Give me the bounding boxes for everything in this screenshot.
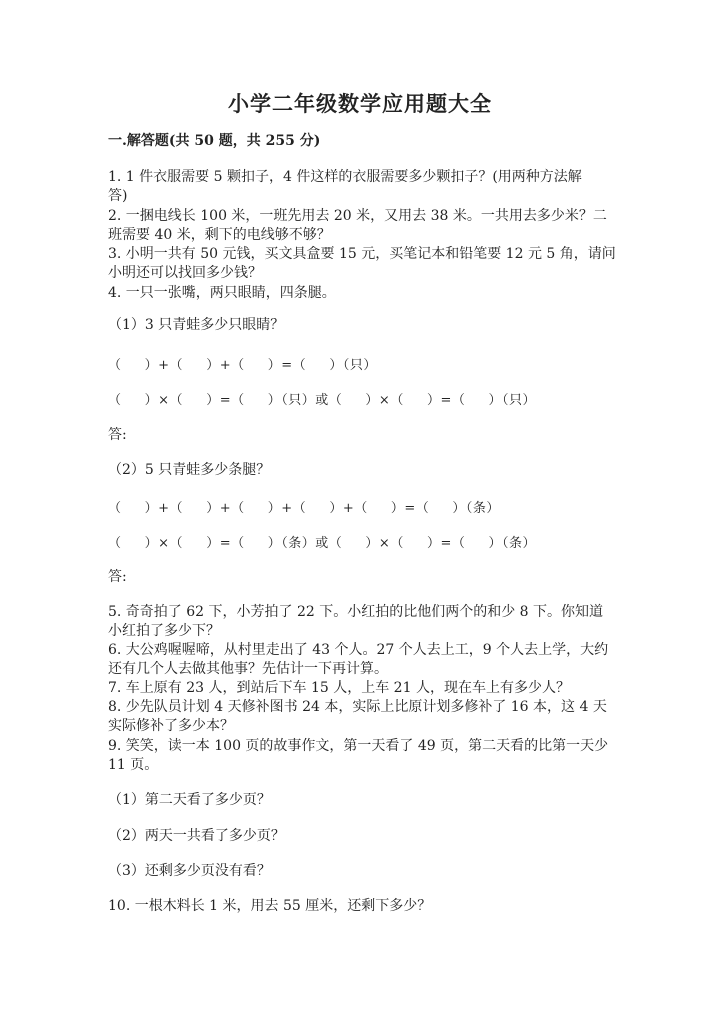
question-8-line-1: 8. 少先队员计划 4 天修补图书 24 本，实际上比原计划多修补了 16 本，这 4 天	[108, 699, 607, 715]
question-4-answer-1: 答:	[108, 427, 127, 443]
question-9-sub-2: （2）两天一共看了多少页？	[108, 828, 285, 844]
question-9-line-2: 11 页。	[108, 757, 159, 773]
question-4-sub-1-addition-blanks: （ ）+（ ）+（ ）=（ ）（只）	[108, 358, 377, 373]
question-4-sub-2-multiplication-blanks: （ ）×（ ）=（ ）（条）或（ ）×（ ）=（ ）（条）	[108, 536, 537, 551]
question-8-line-2: 实际修补了多少本？	[108, 718, 234, 734]
question-5-line-2: 小红拍了多少下？	[108, 623, 220, 639]
question-1-line-2: 答)	[108, 188, 128, 204]
question-4-sub-1-multiplication-blanks: （ ）×（ ）=（ ）（只）或（ ）×（ ）=（ ）（只）	[108, 393, 537, 408]
question-4-sub-2: （2）5 只青蛙多少条腿？	[108, 462, 271, 478]
question-4-answer-2: 答:	[108, 569, 127, 585]
question-6-line-2: 还有几个人去做其他事？先估计一下再计算。	[108, 661, 388, 677]
question-3-line-1: 3. 小明一共有 50 元钱，买文具盒要 15 元，买笔记本和铅笔要 12 元 5 角，请问	[108, 246, 616, 262]
question-4-sub-1: （1）3 只青蛙多少只眼睛？	[108, 317, 285, 333]
question-9-sub-1: （1）第二天看了多少页？	[108, 792, 271, 808]
question-4-sub-2-addition-blanks: （ ）+（ ）+（ ）+（ ）+（ ）=（ ）（条）	[108, 501, 500, 516]
question-1-line-1: 1. 1 件衣服需要 5 颗扣子，4 件这样的衣服需要多少颗扣子？(用两种方法解	[108, 169, 582, 185]
question-5-line-1: 5. 奇奇拍了 62 下，小芳拍了 22 下。小红拍的比他们两个的和少 8 下。你知道	[108, 604, 604, 620]
question-6-line-1: 6. 大公鸡喔喔啼，从村里走出了 43 个人。27 个人去上工，9 个人去上学，大约	[108, 642, 609, 658]
question-2-line-1: 2. 一捆电线长 100 米，一班先用去 20 米，又用去 38 米。一共用去多少米？二	[108, 208, 607, 224]
section-heading: 一.解答题(共 50 题，共 255 分)	[108, 133, 321, 149]
question-3-line-2: 小明还可以找回多少钱？	[108, 265, 262, 281]
question-9-sub-3: （3）还剩多少页没有看？	[108, 863, 271, 879]
question-10: 10. 一根木料长 1 米，用去 55 厘米，还剩下多少？	[108, 898, 432, 914]
question-4-stem: 4. 一只一张嘴，两只眼睛，四条腿。	[108, 285, 336, 301]
page-title: 小学二年级数学应用题大全	[228, 91, 492, 116]
question-2-line-2: 班需要 40 米，剩下的电线够不够？	[108, 227, 331, 243]
question-7: 7. 车上原有 23 人，到站后下车 15 人，上车 21 人，现在车上有多少人？	[108, 680, 570, 696]
question-9-line-1: 9. 笑笑，读一本 100 页的故事作文，第一天看了 49 页，第二天看的比第一天少	[108, 738, 609, 754]
